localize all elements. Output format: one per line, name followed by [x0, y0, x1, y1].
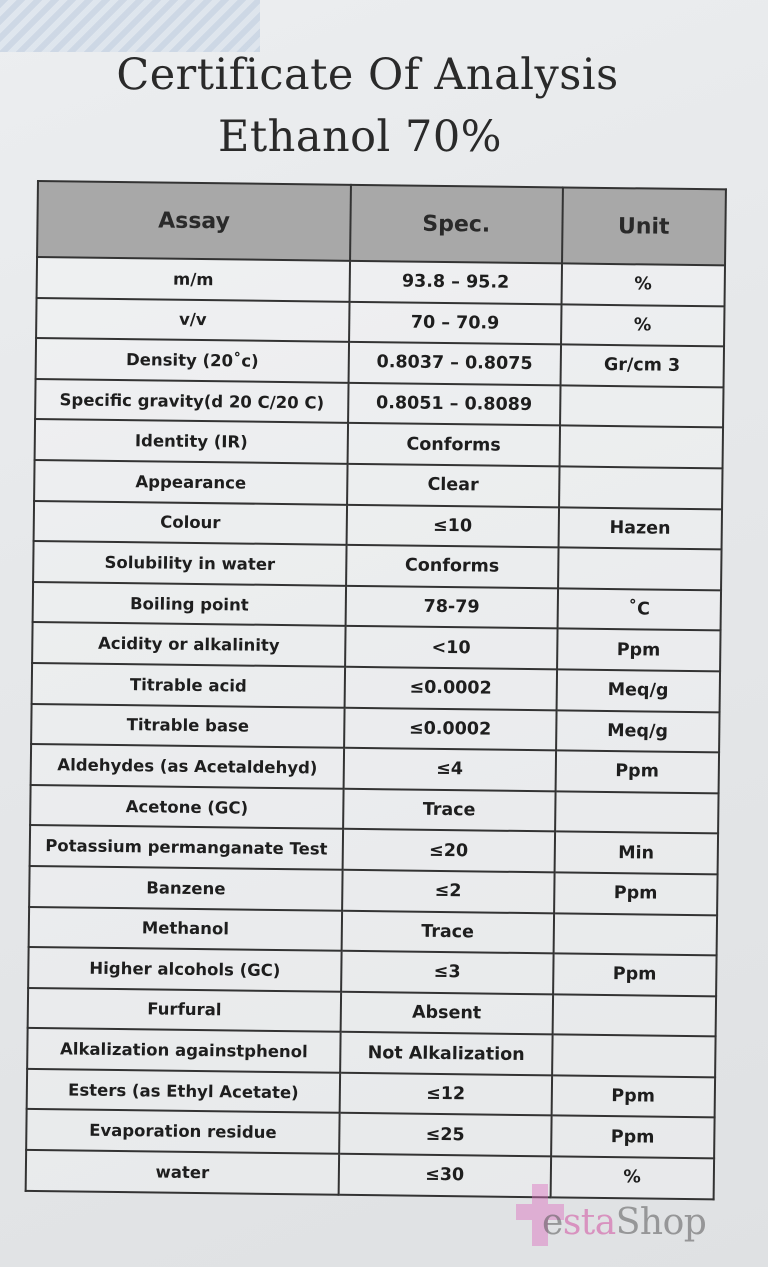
- unit-cell: Meq/g: [556, 710, 720, 753]
- assay-cell: Density (20˚c): [36, 338, 350, 382]
- analysis-table: [25, 180, 727, 1200]
- assay-cell: Aldehydes (as Acetaldehyd): [31, 744, 345, 788]
- assay-cell: Titrable acid: [32, 663, 346, 707]
- assay-cell: Colour: [34, 501, 348, 545]
- unit-cell: Ppm: [551, 1116, 715, 1159]
- watermark-suffix: Shop: [615, 1202, 707, 1243]
- unit-cell: [560, 385, 724, 428]
- spec-cell: ≤0.0002: [344, 707, 556, 750]
- assay-cell: Boiling point: [33, 582, 347, 626]
- assay-cell: Methanol: [29, 906, 343, 950]
- unit-cell: %: [561, 263, 725, 306]
- spec-cell: Trace: [342, 910, 554, 953]
- spec-cell: Conforms: [346, 545, 558, 588]
- assay-cell: Furfural: [28, 988, 342, 1032]
- assay-cell: Higher alcohols (GC): [28, 947, 342, 991]
- spec-cell: ≤20: [343, 829, 555, 872]
- spec-cell: Conforms: [348, 423, 560, 466]
- table-header-row: [37, 181, 726, 265]
- unit-cell: Ppm: [551, 1075, 715, 1118]
- unit-cell: ˚C: [557, 588, 721, 631]
- spec-cell: Not Alkalization: [340, 1032, 552, 1075]
- assay-cell: water: [26, 1150, 340, 1194]
- unit-cell: %: [561, 304, 725, 347]
- spec-cell: 70 – 70.9: [349, 301, 561, 344]
- spec-cell: ≤2: [342, 870, 554, 913]
- assay-cell: Esters (as Ethyl Acetate): [27, 1069, 341, 1113]
- spec-cell: Absent: [341, 991, 553, 1034]
- unit-cell: Ppm: [557, 629, 721, 672]
- background-fabric-strip: [0, 0, 260, 52]
- assay-cell: Appearance: [34, 460, 348, 504]
- assay-cell: Acidity or alkalinity: [32, 622, 346, 666]
- spec-cell: ≤3: [341, 951, 553, 994]
- assay-cell: v/v: [36, 298, 350, 342]
- assay-cell: Titrable base: [31, 704, 345, 748]
- spec-cell: 0.8037 – 0.8075: [349, 342, 561, 385]
- header-assay: Assay: [37, 181, 351, 261]
- unit-cell: [559, 426, 723, 469]
- header-spec: Spec.: [350, 185, 562, 264]
- spec-cell: ≤4: [344, 748, 556, 791]
- assay-cell: Identity (IR): [35, 419, 349, 463]
- unit-cell: Gr/cm 3: [560, 345, 724, 388]
- document-title: Certificate Of Analysis: [116, 50, 619, 100]
- unit-cell: Min: [554, 832, 718, 875]
- unit-cell: [558, 548, 722, 591]
- unit-cell: Ppm: [553, 953, 717, 996]
- watermark-accent: sta: [562, 1202, 616, 1243]
- assay-cell: Specific gravity(d 20 C/20 C): [35, 379, 349, 423]
- header-unit: Unit: [562, 187, 726, 265]
- spec-cell: ≤10: [347, 504, 559, 547]
- unit-cell: [552, 1035, 716, 1078]
- watermark-text: [542, 1202, 706, 1243]
- assay-cell: Alkalization againstphenol: [27, 1028, 341, 1072]
- spec-cell: ≤12: [340, 1073, 552, 1116]
- spec-cell: 93.8 – 95.2: [350, 261, 562, 304]
- document-subtitle: Ethanol 70%: [217, 112, 503, 162]
- assay-cell: Banzene: [29, 866, 343, 910]
- unit-cell: [553, 913, 717, 956]
- spec-cell: 78-79: [346, 586, 558, 629]
- unit-cell: Hazen: [558, 507, 722, 550]
- spec-cell: 0.8051 – 0.8089: [348, 383, 560, 426]
- unit-cell: Ppm: [555, 751, 719, 794]
- assay-cell: Acetone (GC): [30, 785, 344, 829]
- assay-cell: Evaporation residue: [26, 1109, 340, 1153]
- assay-cell: Potassium permanganate Test: [30, 825, 344, 869]
- spec-cell: ≤30: [339, 1154, 551, 1197]
- unit-cell: Meq/g: [556, 669, 720, 712]
- spec-cell: ≤0.0002: [345, 667, 557, 710]
- assay-cell: Solubility in water: [33, 541, 347, 585]
- unit-cell: [552, 994, 716, 1037]
- spec-cell: ≤25: [339, 1113, 551, 1156]
- spec-cell: Trace: [343, 789, 555, 832]
- assay-cell: m/m: [37, 257, 351, 301]
- unit-cell: [555, 791, 719, 834]
- unit-cell: %: [550, 1156, 714, 1199]
- watermark-prefix: e: [542, 1202, 563, 1243]
- unit-cell: Ppm: [554, 872, 718, 915]
- unit-cell: [559, 466, 723, 509]
- shop-watermark: [512, 1180, 762, 1255]
- spec-cell: Clear: [347, 464, 559, 507]
- spec-cell: <10: [345, 626, 557, 669]
